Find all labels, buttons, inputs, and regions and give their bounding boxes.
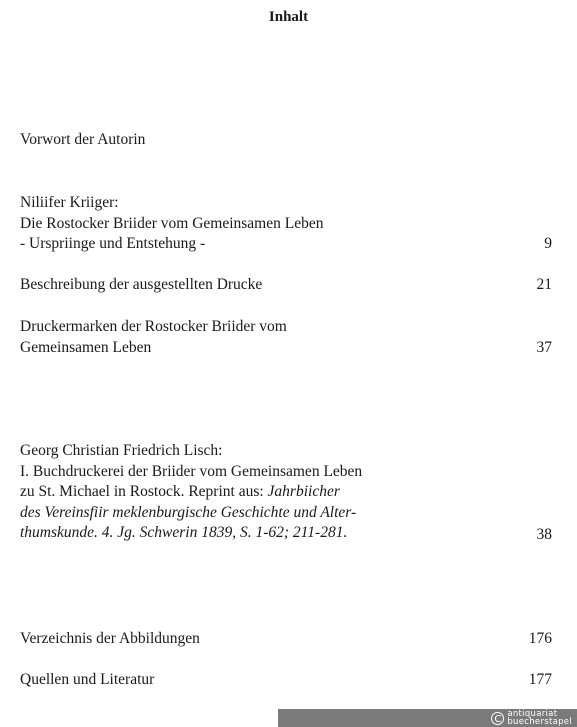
page-title: Inhalt: [268, 9, 309, 25]
toc-page-number: 21: [536, 276, 552, 293]
toc-line: - Urspriinge und Entstehung -: [20, 235, 206, 253]
toc-page-number: 177: [528, 671, 552, 688]
watermark-text: [507, 710, 572, 726]
toc-page-number: 38: [536, 526, 552, 543]
toc-entry-title: [20, 629, 200, 650]
copyright-icon: C: [491, 712, 504, 725]
toc-line-italic: des Vereinsfiir meklenburgische Geschichte und Alter-: [20, 503, 357, 521]
toc-line: Die Rostocker Briider vom Gemeinsamen Leben: [20, 214, 324, 232]
toc-line: Georg Christian Friedrich Lisch:: [20, 442, 223, 459]
toc-line-text: zu St. Michael in Rostock. Reprint aus:: [20, 483, 268, 501]
watermark-line: antiquariat: [507, 709, 558, 719]
toc-line: Vorwort der Autorin: [20, 131, 146, 148]
watermark-line: buecherstapel: [507, 717, 572, 727]
toc-line: Verzeichnis der Abbildungen: [20, 630, 200, 647]
toc-line: I. Buchdruckerei der Briider vom Gemeinsamen Leben: [20, 462, 363, 480]
toc-line-italic: Jahrbiicher: [267, 483, 340, 501]
toc-line: Beschreibung der ausgestellten Drucke: [20, 276, 263, 293]
toc-line: Quellen und Literatur: [20, 671, 155, 688]
toc-line-italic: thumskunde. 4. Jg. Schwerin 1839, S. 1-62; 211-281.: [20, 524, 348, 542]
toc-line: Niliifer Kriiger:: [20, 194, 119, 211]
toc-page-number: 176: [528, 630, 552, 647]
toc-entry-title: [20, 670, 154, 691]
toc-page-number: 37: [536, 339, 552, 356]
watermark-banner: [278, 709, 577, 727]
toc-entry-title: [20, 130, 145, 151]
toc-page-number: 9: [544, 235, 552, 252]
toc-line: Druckermarken der Rostocker Briider vom: [20, 318, 287, 335]
toc-line: Gemeinsamen Leben: [20, 338, 152, 356]
toc-entry-title: [20, 193, 323, 255]
watermark-logo: [491, 710, 572, 726]
toc-entry-title: [20, 317, 287, 358]
toc-entry-title: [20, 275, 262, 296]
toc-entry-title: [20, 441, 362, 544]
toc-line: [20, 482, 362, 503]
